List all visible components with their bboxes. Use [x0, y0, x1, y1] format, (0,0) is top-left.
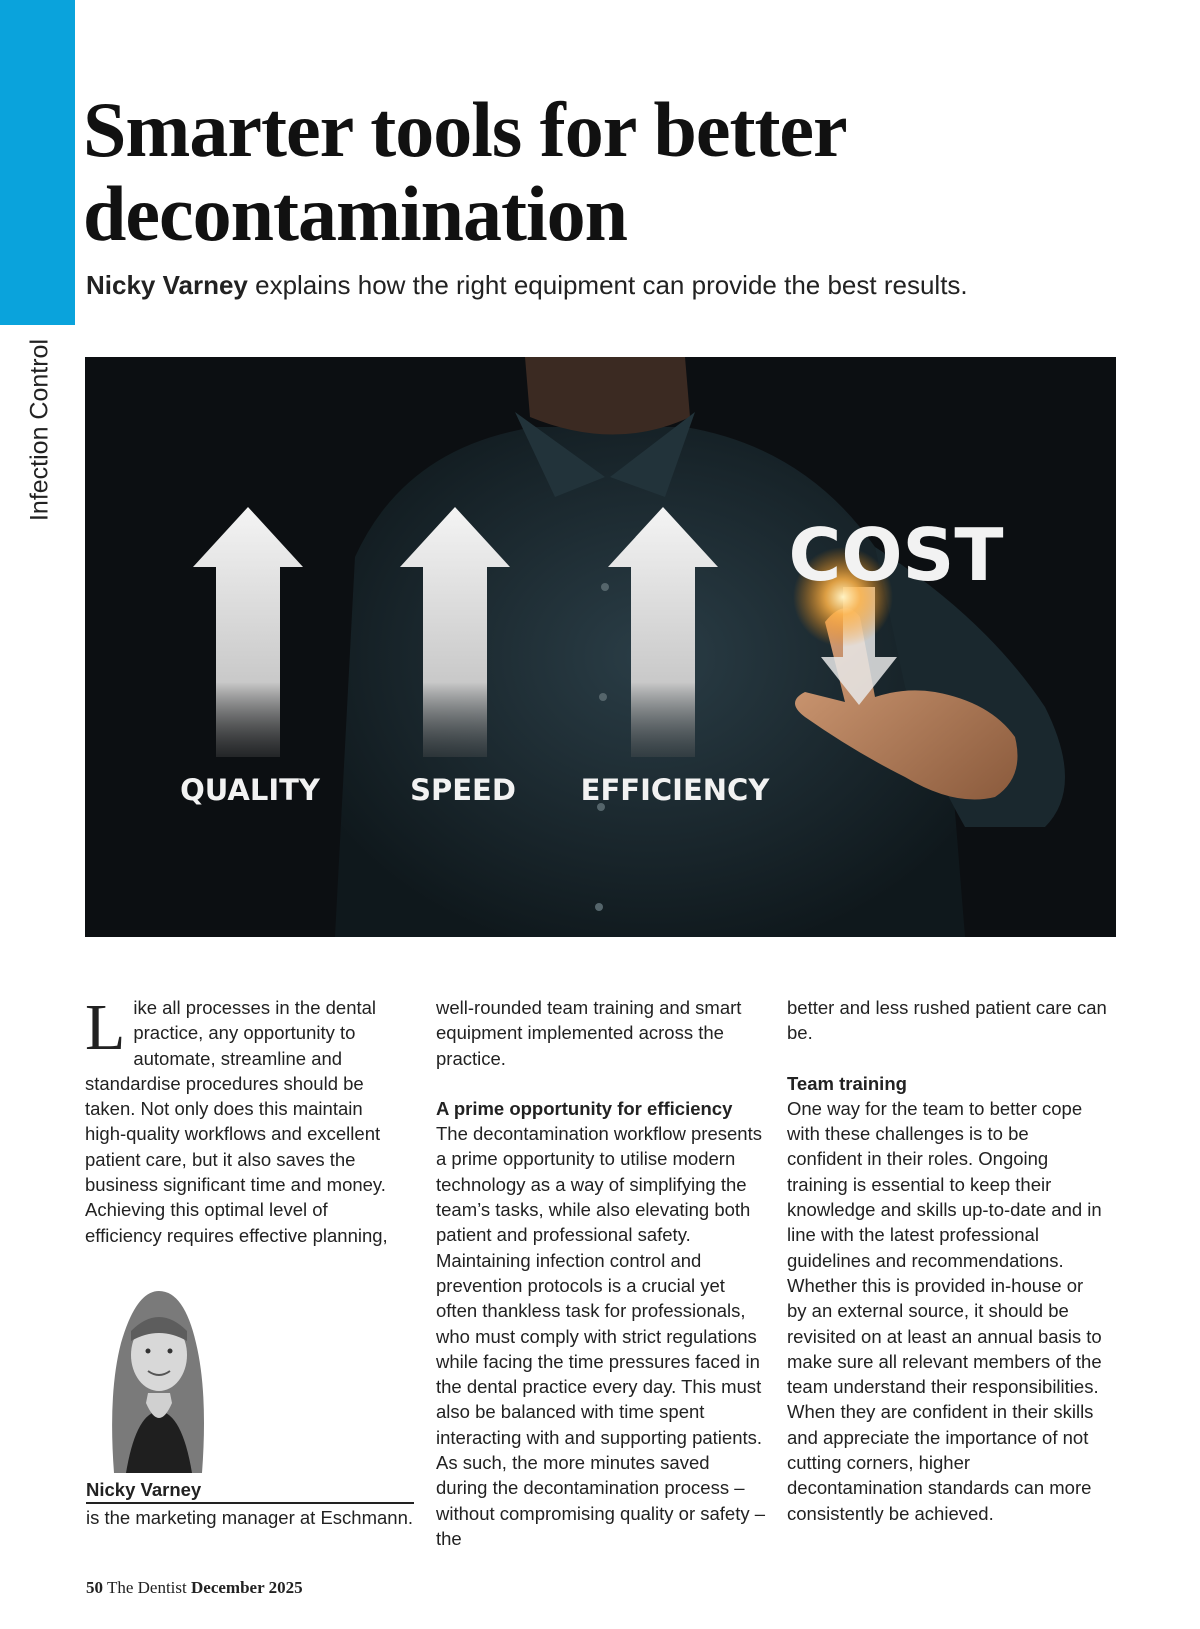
- article-title: Smarter tools for better decontamination: [83, 86, 846, 257]
- author-name: Nicky Varney: [86, 1479, 202, 1500]
- author-photo: [96, 1283, 222, 1473]
- body-column-1: [85, 991, 405, 1248]
- label-quality: QUALITY: [180, 773, 320, 807]
- author-bio: is the marketing manager at Eschmann.: [86, 1507, 413, 1528]
- paragraph: The decontamination workflow presents a prime opportunity to utilise modern technology as a way of simplifying the team’s tasks, while also elevating both patient and professional safety. Maintaining infection control and prevention protocols is a crucial yet often thankless task for professionals, who must comply with strict regulations while facing the time pressures faced in the dental practice every day. This must also be balanced with time spent interacting with and supporting patients. As such, the more minutes saved during the decontamination process – without compromising quality or safety – the: [436, 1123, 766, 1549]
- page-number: 50: [86, 1578, 103, 1597]
- author-divider: [86, 1502, 414, 1504]
- hero-illustration: [85, 357, 1116, 937]
- label-speed: SPEED: [410, 773, 516, 807]
- label-cost: COST: [788, 513, 1004, 597]
- subheading: Team training: [787, 1072, 907, 1094]
- standfirst-text: explains how the right equipment can provide the best results.: [247, 270, 968, 300]
- up-arrows: [193, 507, 718, 757]
- hero-image: [85, 357, 1116, 937]
- section-color-bar: [0, 0, 75, 325]
- paragraph: well-rounded team training and smart equipment implemented across the practice.: [436, 997, 742, 1069]
- section-label: Infection Control: [25, 338, 54, 522]
- page-footer: [86, 1578, 303, 1598]
- issue-date: December 2025: [191, 1578, 303, 1597]
- body-column-3: [787, 995, 1107, 1526]
- neck-shape: [525, 357, 690, 435]
- publication-name: The Dentist: [106, 1578, 187, 1597]
- paragraph: better and less rushed patient care can be.: [787, 997, 1107, 1044]
- subheading: A prime opportunity for efficiency: [436, 1097, 733, 1119]
- standfirst-author: Nicky Varney: [86, 270, 248, 300]
- author-portrait: [96, 1283, 222, 1473]
- drop-cap: L: [85, 991, 126, 1064]
- paragraph: ike all processes in the dental practice, any opportunity to automate, streamline and standardise procedures should be taken. Not only does this maintain high-quality workflows and excellent patient care, but it also saves the business significant time and money. Achieving this optimal level of efficiency requires effective planning,: [85, 997, 388, 1246]
- paragraph: One way for the team to better cope with these challenges is to be confident in their roles. Ongoing training is essential to keep their knowledge and skills up-to-date and in line with the latest professional guidelines and recommendations. Whether this is provided in-house or by an external source, it should be revisited on at least an annual basis to make sure all relevant members of the team understand their responsibilities. When they are confident in their skills and appreciate the importance of not cutting corners, higher decontamination standards can more consistently be achieved.: [787, 1097, 1102, 1524]
- body-column-2: [436, 995, 766, 1551]
- label-efficiency: EFFICIENCY: [580, 773, 770, 807]
- standfirst: [86, 270, 968, 301]
